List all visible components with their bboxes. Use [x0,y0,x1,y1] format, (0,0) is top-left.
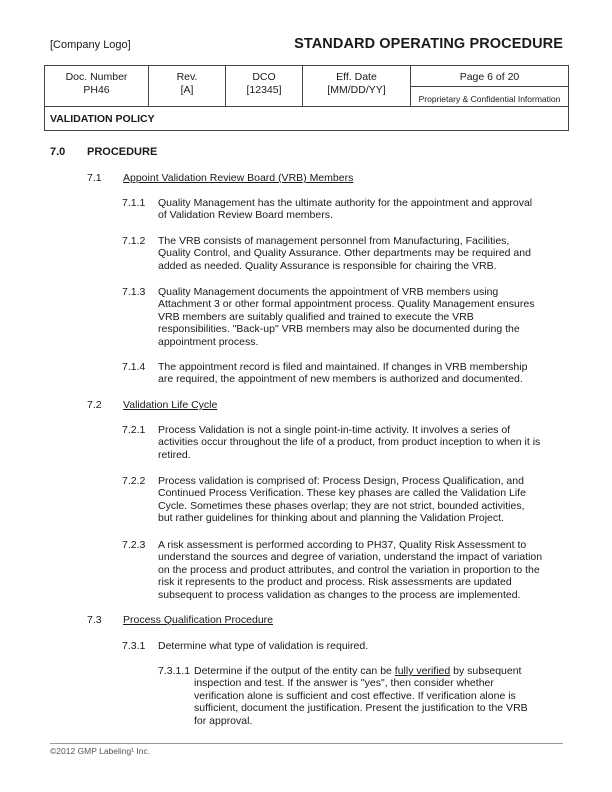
rev-label: Rev. [176,71,198,83]
text-line: Attachment 3 or other formal appointment process. Quality Management ensures [158,298,535,311]
text-line: sufficient, document the justification. Present the justification to the VRB [194,702,528,715]
text-line: Cycle. Sometimes these phases overlap; they are not strict, bounded activities, [158,499,525,512]
item-number: 7.1.3 [122,286,146,298]
eff-date-value: [MM/DD/YY] [327,83,386,96]
dco-cell [226,66,303,107]
text-line: Quality Control, and Quality Assurance. Other departments may be required and [158,247,531,260]
text-line: Continued Process Verification. These key phases are called the Validation Life [158,487,526,500]
text-line: on the process and product attributes, and control the variation in proportion to the [158,563,540,576]
underlined-term: fully verified [394,665,451,677]
text-line [194,665,528,677]
text-line: risk it represents to the product and process. Risk assessments are updated [158,576,512,589]
subsection-number: 7.2 [87,399,102,411]
text-line: The appointment record is filed and maintained. If changes in VRB membership [158,361,528,373]
text-line: retired. [158,448,191,461]
text-line: added as needed. Quality Assurance is responsible for chairing the VRB. [158,259,497,272]
rev-cell [149,66,226,107]
subsection-number: 7.1 [87,172,102,184]
footer-copyright: ©2012 GMP Labeling¹ Inc. [50,746,151,756]
page-cell [411,66,569,107]
text-line: verification alone is sufficient and cost effective. If verification alone is [194,689,516,702]
text-line: for approval. [194,714,253,727]
company-logo-placeholder: [Company Logo] [50,39,131,51]
text-line: responsibilities. "Back-up" VRB members may also be documented during the [158,323,520,336]
text-line: Quality Management documents the appointment of VRB members using [158,286,499,298]
text-line: Process Validation is not a single point-in-time activity. It involves a series of [158,424,511,436]
document-title: STANDARD OPERATING PROCEDURE [294,36,563,52]
page-number: Page 6 of 20 [411,66,568,87]
document-header-table [44,65,569,131]
eff-date-cell [303,66,411,107]
text-line: Process validation is comprised of: Process Design, Process Qualification, and [158,475,524,487]
text-line: appointment process. [158,335,259,348]
policy-title: VALIDATION POLICY [45,107,569,131]
text-fragment: Determine if the output of the entity can be [194,665,395,677]
text-line: but rather guidelines for thinking about and planning the Validation Project. [158,512,504,525]
section-number: 7.0 [50,146,66,158]
text-line: activities occur throughout the life of a product, from product inception to when it is [158,436,541,449]
dco-value: [12345] [246,83,282,96]
item-number: 7.2.3 [122,539,146,551]
text-fragment: by subsequent [450,665,522,677]
text-line: VRB members are suitably qualified and trained to execute the VRB [158,310,474,323]
doc-number-value: PH46 [83,83,110,96]
item-number: 7.3.1.1 [158,665,191,677]
item-number: 7.2.1 [122,424,146,436]
subsection-title: Validation Life Cycle [123,399,218,411]
text-line: A risk assessment is performed according to PH37, Quality Risk Assessment to [158,539,527,551]
item-number: 7.1.4 [122,361,146,373]
text-line: subsequent to process validation as changes to the process are implemented. [158,588,521,601]
text-line: Determine what type of validation is required. [158,640,369,652]
section-title: PROCEDURE [87,146,158,158]
text-line: understand the sources and degree of variation, understand the impact of variation [158,551,543,564]
confidential-notice: Proprietary & Confidential Information [418,94,561,104]
eff-date-label: Eff. Date [336,71,377,83]
text-line: Quality Management has the ultimate authority for the appointment and approval [158,197,533,209]
footer-divider [50,743,563,744]
item-number: 7.2.2 [122,475,146,487]
rev-value: [A] [180,83,194,96]
subsection-number: 7.3 [87,614,102,626]
text-line: inspection and test. If the answer is "yes", then consider whether [194,677,494,690]
doc-number-label: Doc. Number [65,71,128,83]
text-line: are required, the appointment of new members is authorized and documented. [158,373,523,386]
doc-number-cell [45,66,149,107]
item-number: 7.1.2 [122,235,146,247]
item-number: 7.1.1 [122,197,146,209]
subsection-title: Process Qualification Procedure [123,614,273,626]
dco-label: DCO [252,71,276,83]
text-line: The VRB consists of management personnel from Manufacturing, Facilities, [158,235,510,247]
item-number: 7.3.1 [122,640,146,652]
subsection-title: Appoint Validation Review Board (VRB) Members [123,172,354,184]
text-line: of Validation Review Board members. [158,209,333,222]
